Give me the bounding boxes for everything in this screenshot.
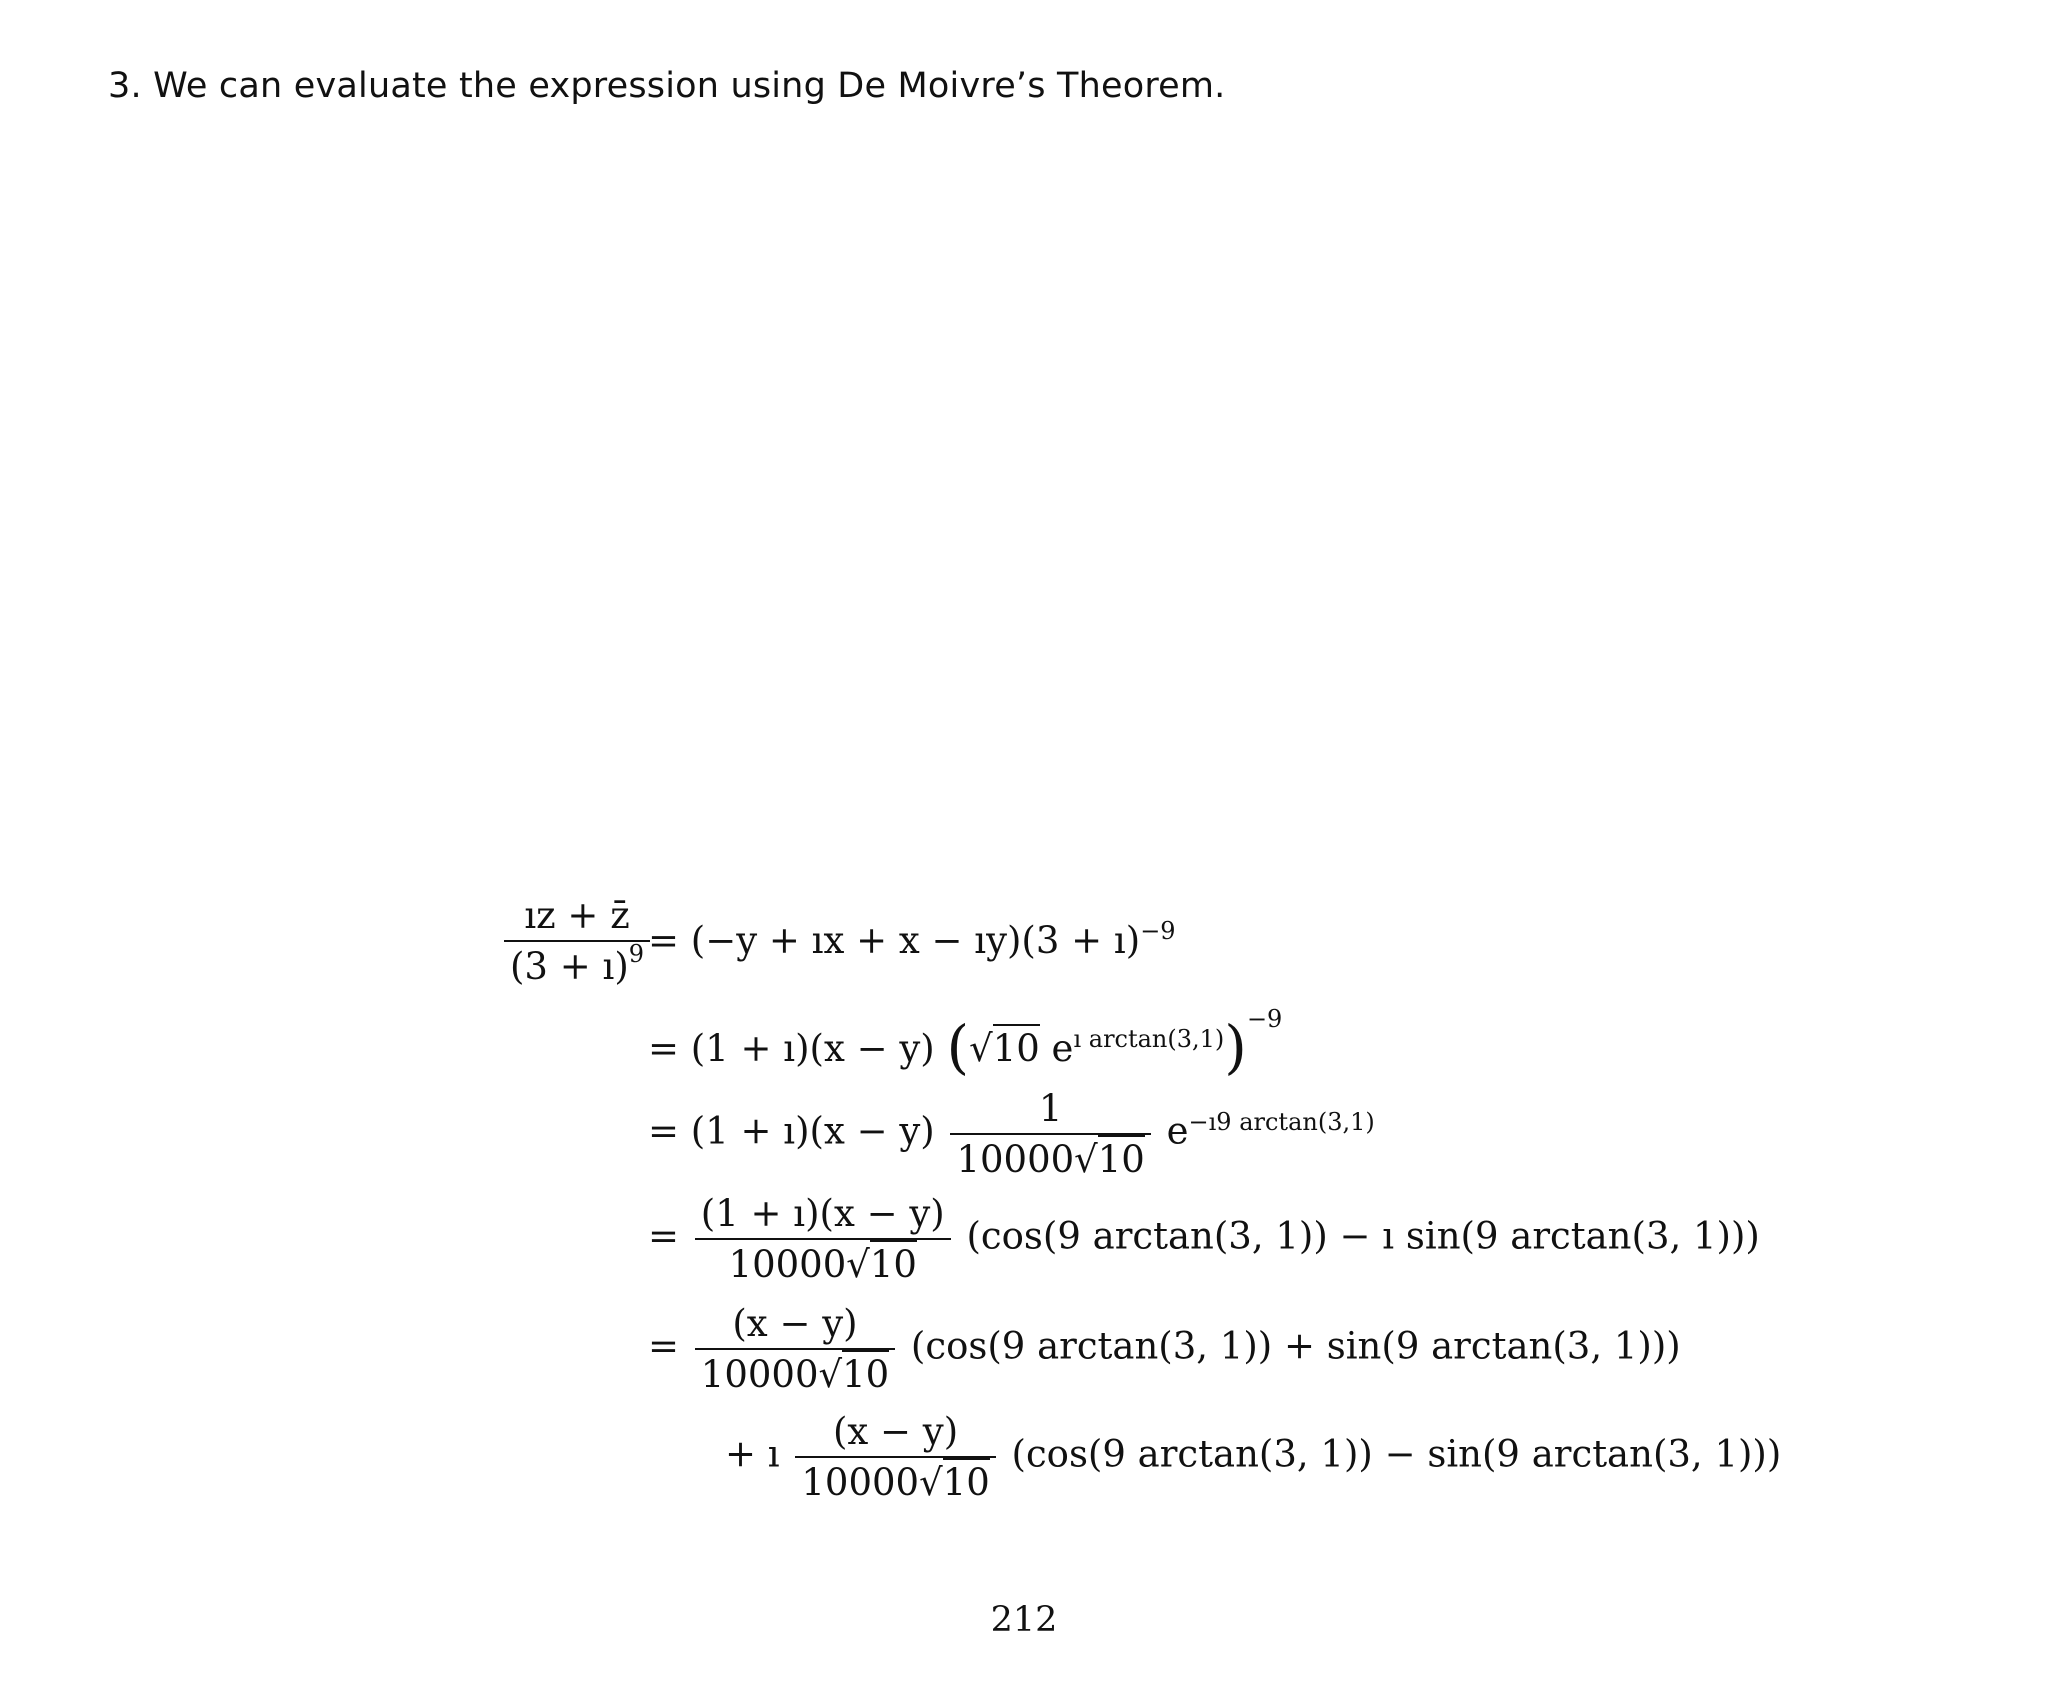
equation-line-3 — [648, 1087, 1375, 1181]
equation-line-1 — [648, 917, 1176, 962]
line4-numerator: (1 + ı)(x − y) — [700, 1192, 945, 1235]
line5-denominator: 10000√10 — [695, 1348, 895, 1393]
page-number: 212 — [990, 1600, 1058, 1640]
lhs-numerator: ız + z̄ — [524, 894, 630, 937]
line1-exponent: −9 — [1140, 917, 1176, 945]
equation-line-2 — [648, 1005, 1283, 1081]
equation-line-5 — [648, 1302, 1681, 1396]
left-big-paren: ( — [946, 1013, 970, 1081]
equation-line-6 — [725, 1410, 1782, 1504]
line3-e-exponent: −ı9 arctan(3,1) — [1188, 1107, 1375, 1136]
sqrt-symbol: √ — [846, 1243, 870, 1286]
line2-e-exponent: ı arctan(3,1) — [1073, 1025, 1225, 1053]
line3-e: e — [1166, 1109, 1189, 1153]
right-big-paren: ) — [1224, 1013, 1247, 1081]
line4-denominator: 10000√10 — [695, 1238, 951, 1283]
line6-prefix: + ı — [725, 1432, 780, 1476]
line5-tail: (cos(9 arctan(3, 1)) + sin(9 arctan(3, 1))) — [910, 1324, 1681, 1368]
lhs-denominator-exponent: 9 — [628, 940, 645, 969]
line1-expression: = (−y + ıx + x − ıy)(3 + ı) — [648, 919, 1141, 962]
intro-text: 3. We can evaluate the expression using De Moivre’s Theorem. — [108, 66, 1226, 106]
line2-sqrt-radicand: 10 — [993, 1024, 1040, 1070]
line2-outer-exponent: −9 — [1246, 1005, 1283, 1033]
line6-numerator: (x − y) — [832, 1410, 959, 1453]
line3-prefix: = (1 + ı)(x − y) — [648, 1109, 935, 1153]
lhs-denominator: (3 + ı)$^9$ — [504, 940, 650, 985]
line4-equals: = — [648, 1214, 680, 1258]
sqrt-symbol: √ — [818, 1353, 843, 1396]
line3-numerator: 1 — [1038, 1087, 1063, 1130]
line5-equals: = — [648, 1324, 680, 1368]
equation-line-4 — [648, 1192, 1760, 1286]
line3-denominator: 10000√10 — [950, 1133, 1150, 1178]
line5-numerator: (x − y) — [732, 1302, 858, 1345]
line6-denominator: 10000√10 — [795, 1456, 995, 1501]
line2-prefix: = (1 + ı)(x − y) — [648, 1027, 935, 1070]
sqrt-symbol: √ — [919, 1461, 943, 1504]
line6-tail: (cos(9 arctan(3, 1)) − sin(9 arctan(3, 1))) — [1011, 1432, 1782, 1476]
sqrt-symbol: √ — [969, 1027, 993, 1070]
line4-tail: (cos(9 arctan(3, 1)) − ı sin(9 arctan(3, 1))) — [966, 1214, 1760, 1258]
lhs-fraction — [500, 894, 654, 988]
line2-e: e — [1051, 1027, 1074, 1070]
sqrt-symbol: √ — [1074, 1138, 1098, 1181]
